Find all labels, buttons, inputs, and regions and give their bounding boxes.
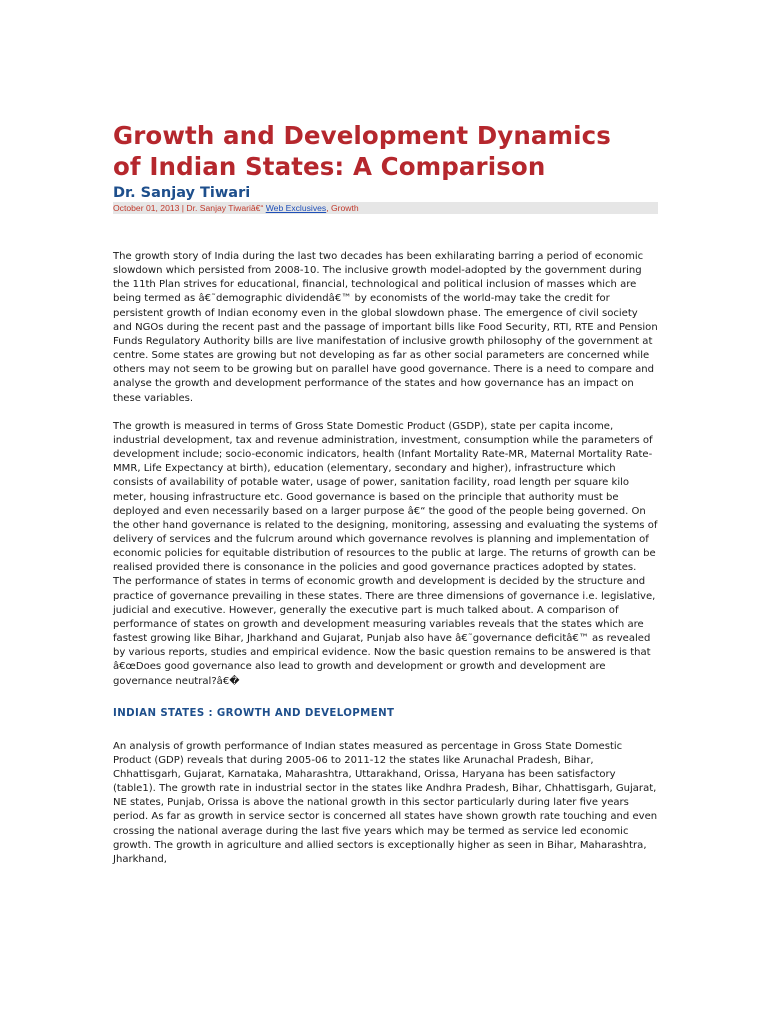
article <box>113 120 658 867</box>
section-heading: INDIAN STATES : GROWTH AND DEVELOPMENT <box>113 707 395 719</box>
article-title-line-1: Growth and Development Dynamics <box>113 121 611 150</box>
article-tag: Growth <box>330 203 359 213</box>
article-title-line-2: of Indian States: A Comparison <box>113 152 546 181</box>
article-title <box>113 120 658 182</box>
meta-separator: , <box>326 203 331 213</box>
article-date-author: October 01, 2013 | Dr. Sanjay Tiwariâ€“ <box>113 203 264 213</box>
body-paragraph-2: The growth is measured in terms of Gross State Domestic Product (GSDP), state per capita income, industrial development, tax and revenue administration, investment, consumption while the parameters of development include; socio-economic indicators, health (Infant Mortality Rate-MR, Maternal Mortality Rate-MMR, Life Expectancy at birth), education (elementary, secondary and higher), infrastructure which consists of availability of potable water, usage of power, sanitation facility, road length per square kilo meter, housing infrastructure etc. Good governance is based on the principle that authority must be deployed and even necessarily based on a larger purpose â€“ the good of the people being governed. On the other hand governance is related to the designing, monitoring, assessing and evaluating the systems of delivery of services and the fulcrum around which governance revolves is planning and implementation of economic policies for equitable distribution of resources to the public at large. The returns of growth can be realised provided there is consonance in the policies and good governance practices adopted by states. The performance of states in terms of economic growth and development is decided by the structure and practice of governance prevailing in these states. There are three dimensions of governance i.e. legislative, judicial and executive. However, generally the executive part is much talked about. A comparison of performance of states on growth and development measuring variables reveals that the states which are fastest growing like Bihar, Jharkhand and Gujarat, Punjab also have â€˜governance deficitâ€™ as revealed by various reports, studies and empirical evidence. Now the basic question remains to be answered is that â€œDoes good governance also lead to growth and development or growth and development are governance neutral?â€� <box>113 420 658 687</box>
article-meta-bar <box>113 202 658 214</box>
category-link-web-exclusives[interactable]: Web Exclusives <box>265 203 327 213</box>
article-author: Dr. Sanjay Tiwari <box>113 185 251 201</box>
section-paragraph: An analysis of growth performance of Indian states measured as percentage in Gross State Domestic Product (GDP) reveals that during 2005-06 to 2011-12 the states like Arunachal Pradesh, Bihar, Chhattisgarh, Gujarat, Karnataka, Maharashtra, Uttarakhand, Orissa, Haryana has been satisfactory (table1). The growth rate in industrial sector in the states like Andhra Pradesh, Bihar, Chhattisgarh, Gujarat, NE states, Punjab, Orissa is above the national growth in this sector particularly during later five years period. As far as growth in service sector is concerned all states have shown growth rate touching and even crossing the national average during the last five years which may be termed as service led economic growth. The growth in agriculture and allied sectors is exceptionally higher as seen in Bihar, Maharashtra, Jharkhand, <box>113 740 658 865</box>
body-paragraph-1: The growth story of India during the last two decades has been exhilarating barring a period of economic slowdown which persisted from 2008-10. The inclusive growth model-adopted by the government during the 11th Plan strives for educational, financial, technological and political inclusion of masses which are being termed as â€˜demographic dividendâ€™ by economists of the world-may take the credit for persistent growth of Indian economy even in the global slowdown phase. The emergence of civil society and NGOs during the recent past and the passage of important bills like Food Security, RTI, RTE and Pension Funds Regulatory Authority bills are live manifestation of inclusive growth philosophy of the government at centre. Some states are growing but not developing as far as other social parameters are concerned while others may not seem to be growing but on parallel have good governance. There is a need to compare and analyse the growth and development performance of the states and how governance has an impact on these variables. <box>113 251 658 404</box>
